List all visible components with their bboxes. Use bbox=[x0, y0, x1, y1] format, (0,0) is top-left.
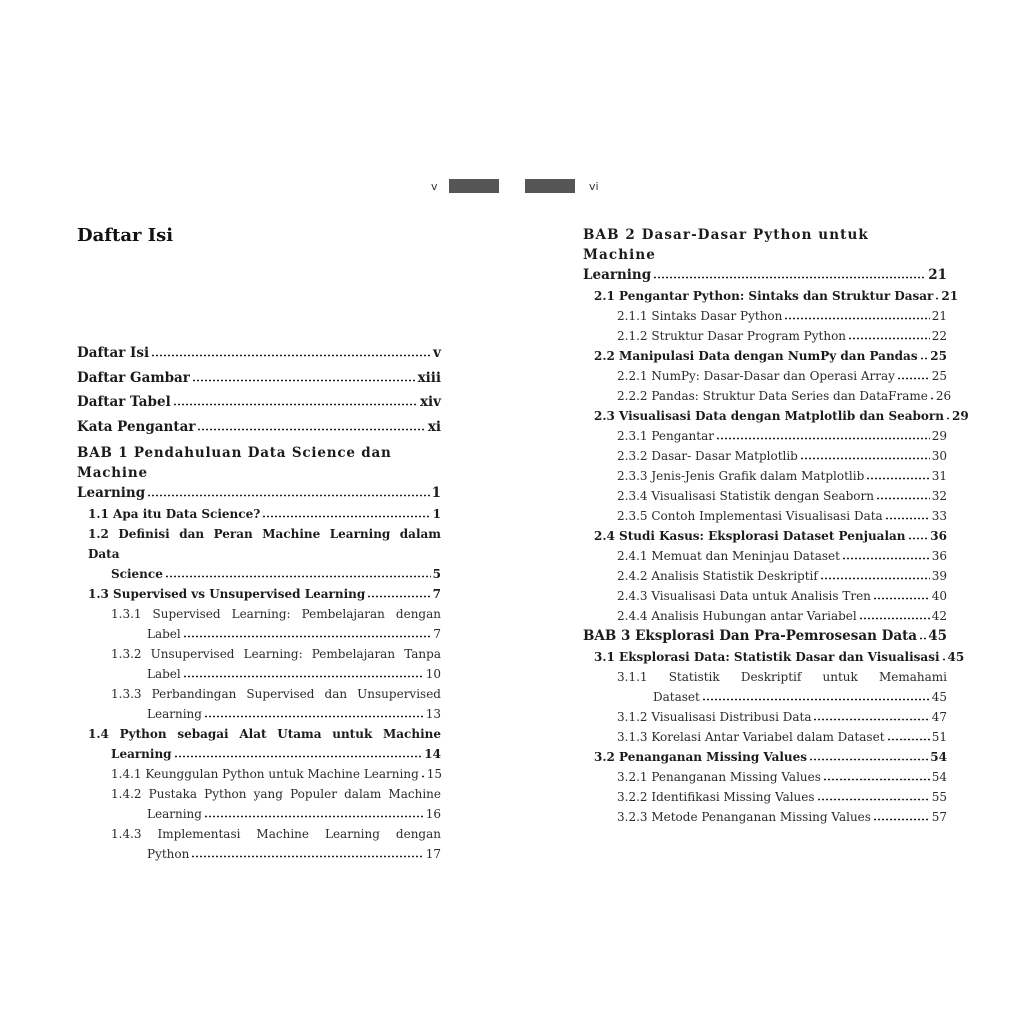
dot-leader bbox=[204, 808, 424, 818]
toc-entry-title: Dataset bbox=[653, 690, 700, 704]
toc-entry bbox=[583, 506, 947, 526]
toc-entry-title: Learning bbox=[583, 267, 652, 283]
toc-entry-title: 2.1.2 Struktur Dasar Program Python bbox=[617, 329, 847, 343]
toc-entry bbox=[77, 764, 441, 784]
toc-entry bbox=[583, 807, 947, 827]
toc-entry bbox=[583, 606, 947, 626]
dot-leader bbox=[809, 751, 928, 761]
toc-entry-row bbox=[111, 664, 441, 684]
toc-entry-title: BAB 1 Pendahuluan Data Science dan Machine bbox=[77, 445, 392, 481]
toc-entry bbox=[583, 647, 965, 667]
toc-page-number: 26 bbox=[935, 389, 952, 403]
toc-entry-title: 2.4.4 Analisis Hubungan antar Variabel bbox=[617, 609, 857, 623]
toc-entry-row bbox=[77, 419, 441, 436]
dot-leader bbox=[204, 708, 424, 718]
dot-leader bbox=[859, 610, 930, 620]
toc-entry-title: 2.3.5 Contoh Implementasi Visualisasi Data bbox=[617, 509, 883, 523]
toc-entry-title: Python bbox=[147, 847, 190, 861]
toc-entry bbox=[583, 426, 947, 446]
toc-entry-row bbox=[77, 394, 441, 411]
toc-page-number: 7 bbox=[433, 627, 441, 641]
toc-entry-row bbox=[617, 466, 947, 486]
dot-leader bbox=[817, 791, 930, 801]
toc-entry bbox=[583, 386, 952, 406]
toc-entry bbox=[77, 443, 441, 503]
toc-page-number: 15 bbox=[426, 767, 443, 781]
toc-entry-title: 2.3.3 Jenis-Jenis Grafik dalam Matplotlib bbox=[617, 469, 865, 483]
toc-entry-row bbox=[594, 526, 947, 546]
toc-entry-title: 3.2.1 Penanganan Missing Values bbox=[617, 770, 821, 784]
toc-entry-title: 2.2.1 NumPy: Dasar-Dasar dan Operasi Array bbox=[617, 369, 895, 383]
dot-leader bbox=[262, 508, 430, 518]
toc-entry-title: Daftar Gambar bbox=[77, 369, 190, 386]
toc-entry bbox=[77, 604, 441, 644]
toc-entry bbox=[583, 526, 947, 546]
toc-entry-row bbox=[617, 386, 952, 406]
page-title: Daftar Isi bbox=[77, 225, 174, 246]
toc-entry-row bbox=[617, 566, 947, 586]
toc-page-number: 1 bbox=[431, 485, 441, 501]
toc-entry-row bbox=[617, 586, 947, 606]
toc-entry bbox=[583, 707, 947, 727]
toc-entry-row bbox=[617, 486, 947, 506]
dot-leader bbox=[873, 811, 930, 821]
dot-leader bbox=[173, 395, 418, 406]
toc-entry bbox=[77, 504, 441, 524]
toc-entry bbox=[77, 824, 441, 864]
dot-leader bbox=[191, 848, 423, 858]
toc-page-number: 31 bbox=[931, 469, 947, 483]
toc-entry-row bbox=[617, 446, 947, 466]
toc-entry bbox=[77, 584, 441, 604]
page-tab-right bbox=[525, 179, 575, 193]
dot-leader bbox=[174, 748, 423, 758]
toc-entry-title: 2.3.1 Pengantar bbox=[617, 429, 714, 443]
dot-leader bbox=[885, 510, 930, 520]
toc-page-number: xiv bbox=[419, 394, 441, 410]
toc-entry-title: 3.2 Penanganan Missing Values bbox=[594, 750, 808, 764]
toc-entry bbox=[583, 446, 947, 466]
toc-entry bbox=[583, 586, 947, 606]
toc-entry-title: 1.3 Supervised vs Unsupervised Learning bbox=[88, 587, 366, 601]
toc-entry-row bbox=[111, 804, 441, 824]
toc-entry bbox=[583, 286, 959, 306]
dot-leader bbox=[887, 731, 930, 741]
toc-entry-row bbox=[617, 727, 947, 747]
toc-entry-row bbox=[594, 406, 969, 426]
toc-page-number: 55 bbox=[931, 790, 947, 804]
page-number-left: v bbox=[431, 180, 438, 193]
toc-entry-row bbox=[594, 647, 965, 667]
toc-entry-row bbox=[583, 626, 947, 646]
toc-page-number: 47 bbox=[931, 710, 947, 724]
toc-entry-row bbox=[617, 787, 947, 807]
toc-entry-title: 3.1.1 Statistik Deskriptif untuk Memahami bbox=[617, 670, 947, 684]
toc-entry-title: 1.4.1 Keunggulan Python untuk Machine Learning bbox=[111, 767, 419, 781]
toc-page-number: 1 bbox=[432, 507, 441, 521]
toc-entry bbox=[77, 345, 441, 362]
toc-entry bbox=[77, 419, 441, 436]
toc-page-number: 21 bbox=[941, 289, 959, 303]
toc-entry-title: 2.3.4 Visualisasi Statistik dengan Seaborn bbox=[617, 489, 874, 503]
dot-leader bbox=[165, 568, 431, 578]
dot-leader bbox=[866, 470, 929, 480]
dot-leader bbox=[919, 629, 926, 640]
toc-entry-title: 3.1.3 Korelasi Antar Variabel dalam Dataset bbox=[617, 730, 885, 744]
toc-entry-title: 2.2.2 Pandas: Struktur Data Series dan DataFrame bbox=[617, 389, 928, 403]
toc-page-number: v bbox=[433, 345, 441, 361]
toc-entry-title: 1.3.1 Supervised Learning: Pembelajaran dengan bbox=[111, 607, 441, 621]
toc-entry-row bbox=[617, 426, 947, 446]
toc-entry-title: Label bbox=[147, 667, 181, 681]
toc-entry-row bbox=[617, 767, 947, 787]
toc-entry-title: Science bbox=[111, 567, 163, 581]
toc-entry-title: 1.2 Definisi dan Peran Machine Learning dalam Data bbox=[88, 527, 441, 561]
toc-page-number: 5 bbox=[432, 567, 441, 581]
toc-entry-row bbox=[111, 764, 441, 784]
toc-entry-title: 1.4.3 Implementasi Machine Learning dengan bbox=[111, 827, 441, 841]
toc-entry-title: 2.1 Pengantar Python: Sintaks dan Struktur Dasar bbox=[594, 289, 934, 303]
toc-entry-row bbox=[617, 306, 947, 326]
toc-entry-title: 2.4.3 Visualisasi Data untuk Analisis Tren bbox=[617, 589, 871, 603]
toc-entry-title: Label bbox=[147, 627, 181, 641]
toc-page-number: xi bbox=[427, 418, 441, 435]
toc-entry bbox=[583, 306, 947, 326]
toc-entry-row bbox=[617, 546, 947, 566]
dot-leader bbox=[930, 390, 934, 400]
dot-leader bbox=[942, 651, 946, 661]
toc-entry-row bbox=[111, 844, 441, 864]
toc-page-number: 33 bbox=[931, 509, 947, 523]
toc-entry bbox=[583, 326, 947, 346]
toc-entry bbox=[583, 366, 947, 386]
dot-leader bbox=[820, 570, 930, 580]
toc-entry-row bbox=[583, 265, 947, 285]
toc-page-number: 29 bbox=[931, 429, 947, 443]
dot-leader bbox=[197, 420, 425, 431]
toc-entry bbox=[583, 486, 947, 506]
page-number-right: vi bbox=[589, 180, 599, 193]
toc-entry-title: 1.4.2 Pustaka Python yang Populer dalam Machine bbox=[111, 787, 441, 801]
dot-leader bbox=[842, 550, 930, 560]
toc-entry-title: 2.2 Manipulasi Data dengan NumPy dan Pandas bbox=[594, 349, 918, 363]
dot-leader bbox=[367, 588, 430, 598]
dot-leader bbox=[421, 768, 425, 778]
toc-page-number: 21 bbox=[928, 267, 947, 283]
toc-entry-row bbox=[594, 747, 947, 767]
toc-entry-title: 2.4.2 Analisis Statistik Deskriptif bbox=[617, 569, 818, 583]
toc-page-number: 36 bbox=[930, 529, 947, 543]
dot-leader bbox=[908, 530, 929, 540]
toc-entry bbox=[583, 727, 947, 747]
toc-page-number: 21 bbox=[931, 309, 947, 323]
toc-entry bbox=[583, 787, 947, 807]
toc-entry-row bbox=[617, 807, 947, 827]
toc-entry-title: BAB 3 Eksplorasi Dan Pra-Pemrosesan Data bbox=[583, 628, 918, 644]
dot-leader bbox=[823, 771, 930, 781]
toc-page-number: 17 bbox=[425, 847, 441, 861]
toc-entry-title: 2.3.2 Dasar- Dasar Matplotlib bbox=[617, 449, 798, 463]
dot-leader bbox=[183, 628, 432, 638]
toc-entry-row bbox=[617, 707, 947, 727]
toc-page-number: 25 bbox=[931, 369, 947, 383]
toc-entry-row bbox=[88, 564, 441, 584]
toc-entry-title: 3.1 Eksplorasi Data: Statistik Dasar dan Visualisasi bbox=[594, 650, 940, 664]
toc-entry-title: Learning bbox=[147, 707, 202, 721]
toc-entry-title: 3.2.3 Metode Penanganan Missing Values bbox=[617, 810, 871, 824]
toc-entry-title: Kata Pengantar bbox=[77, 418, 196, 435]
toc-entry-title: Learning bbox=[147, 807, 202, 821]
toc-page-number: 54 bbox=[930, 750, 947, 764]
dot-leader bbox=[147, 486, 429, 497]
toc-entry-row bbox=[88, 584, 441, 604]
toc-entry bbox=[77, 684, 441, 724]
toc-entry-title: 3.2.2 Identifikasi Missing Values bbox=[617, 790, 815, 804]
toc-entry-title: 1.4 Python sebagai Alat Utama untuk Machine bbox=[88, 727, 441, 741]
toc-page-number: 7 bbox=[432, 587, 441, 601]
toc-page-number: 29 bbox=[951, 409, 969, 423]
toc-entry bbox=[583, 466, 947, 486]
dot-leader bbox=[192, 371, 416, 382]
toc-entry bbox=[77, 644, 441, 684]
dot-leader bbox=[716, 430, 930, 440]
toc-entry-title: Learning bbox=[77, 485, 146, 501]
toc-page-number: 10 bbox=[425, 667, 441, 681]
dot-leader bbox=[848, 330, 930, 340]
toc-page-number: 51 bbox=[931, 730, 947, 744]
toc-entry bbox=[583, 667, 947, 707]
toc-entry bbox=[583, 767, 947, 787]
toc-entry-title: Learning bbox=[111, 747, 172, 761]
toc-entry-title: 3.1.2 Visualisasi Distribusi Data bbox=[617, 710, 812, 724]
dot-leader bbox=[702, 691, 930, 701]
toc-page-number: 32 bbox=[931, 489, 947, 503]
toc-page-number: 36 bbox=[931, 549, 947, 563]
toc-entry-title: Daftar Tabel bbox=[77, 394, 171, 410]
toc-page-number: 57 bbox=[931, 810, 947, 824]
dot-leader bbox=[920, 350, 929, 360]
toc-entry-title: 2.3 Visualisasi Data dengan Matplotlib dan Seaborn bbox=[594, 409, 944, 423]
toc-page-number: 54 bbox=[931, 770, 947, 784]
toc-page-number: 14 bbox=[424, 747, 441, 761]
toc-page-number: 45 bbox=[947, 650, 965, 664]
dot-leader bbox=[784, 310, 929, 320]
toc-entry bbox=[77, 394, 441, 411]
dot-leader bbox=[183, 668, 424, 678]
toc-entry bbox=[583, 225, 947, 285]
dot-leader bbox=[873, 590, 930, 600]
toc-page-number: 25 bbox=[930, 349, 947, 363]
toc-entry-row bbox=[88, 504, 441, 524]
toc-entry bbox=[77, 784, 441, 824]
toc-entry-row bbox=[111, 704, 441, 724]
toc-entry-row bbox=[617, 687, 947, 707]
toc-entry-row bbox=[111, 624, 441, 644]
toc-page-number: 45 bbox=[931, 690, 947, 704]
toc-entry-row bbox=[594, 286, 959, 306]
toc-entry-row bbox=[617, 326, 947, 346]
dot-leader bbox=[800, 450, 930, 460]
toc-entry-row bbox=[594, 346, 947, 366]
dot-leader bbox=[653, 268, 926, 279]
toc-entry-title: Daftar Isi bbox=[77, 345, 150, 361]
toc-entry-title: 1.1 Apa itu Data Science? bbox=[88, 507, 261, 521]
toc-entry bbox=[77, 524, 441, 584]
toc-entry bbox=[583, 566, 947, 586]
toc-entry-title: 2.4.1 Memuat dan Meninjau Dataset bbox=[617, 549, 840, 563]
toc-entry-title: 1.3.2 Unsupervised Learning: Pembelajaran Tanpa bbox=[111, 647, 441, 661]
toc-entry bbox=[77, 724, 441, 764]
toc-entry-title: 2.1.1 Sintaks Dasar Python bbox=[617, 309, 783, 323]
dot-leader bbox=[946, 410, 950, 420]
dot-leader bbox=[897, 370, 930, 380]
toc-entry-title: 2.4 Studi Kasus: Eksplorasi Dataset Penjualan bbox=[594, 529, 906, 543]
dot-leader bbox=[935, 290, 939, 300]
toc-entry bbox=[77, 370, 441, 387]
toc-entry bbox=[583, 626, 947, 646]
toc-entry-row bbox=[77, 483, 441, 503]
toc-page-number: 39 bbox=[931, 569, 947, 583]
toc-page-number: 22 bbox=[931, 329, 947, 343]
toc-entry-row bbox=[88, 744, 441, 764]
toc-left-column bbox=[77, 345, 441, 864]
toc-right-column bbox=[583, 225, 969, 827]
toc-entry-title: 1.3.3 Perbandingan Supervised dan Unsupervised bbox=[111, 687, 441, 701]
toc-entry-row bbox=[617, 606, 947, 626]
dot-leader bbox=[876, 490, 930, 500]
toc-page-number: 30 bbox=[931, 449, 947, 463]
toc-entry-row bbox=[617, 366, 947, 386]
toc-page-number: 16 bbox=[425, 807, 441, 821]
toc-page-number: 13 bbox=[425, 707, 441, 721]
dot-leader bbox=[813, 711, 929, 721]
dot-leader bbox=[151, 346, 431, 357]
toc-entry bbox=[583, 546, 947, 566]
toc-entry-row bbox=[617, 506, 947, 526]
toc-page-number: 45 bbox=[928, 628, 947, 644]
toc-entry bbox=[583, 406, 969, 426]
toc-entry-row bbox=[77, 345, 441, 362]
page-tab-left bbox=[449, 179, 499, 193]
toc-page-number: xiii bbox=[417, 369, 441, 386]
toc-entry-title: BAB 2 Dasar-Dasar Python untuk Machine bbox=[583, 227, 869, 263]
toc-page-number: 42 bbox=[931, 609, 947, 623]
toc-entry bbox=[583, 346, 947, 366]
toc-entry-row bbox=[77, 370, 441, 387]
toc-page-number: 40 bbox=[931, 589, 947, 603]
toc-entry bbox=[583, 747, 947, 767]
